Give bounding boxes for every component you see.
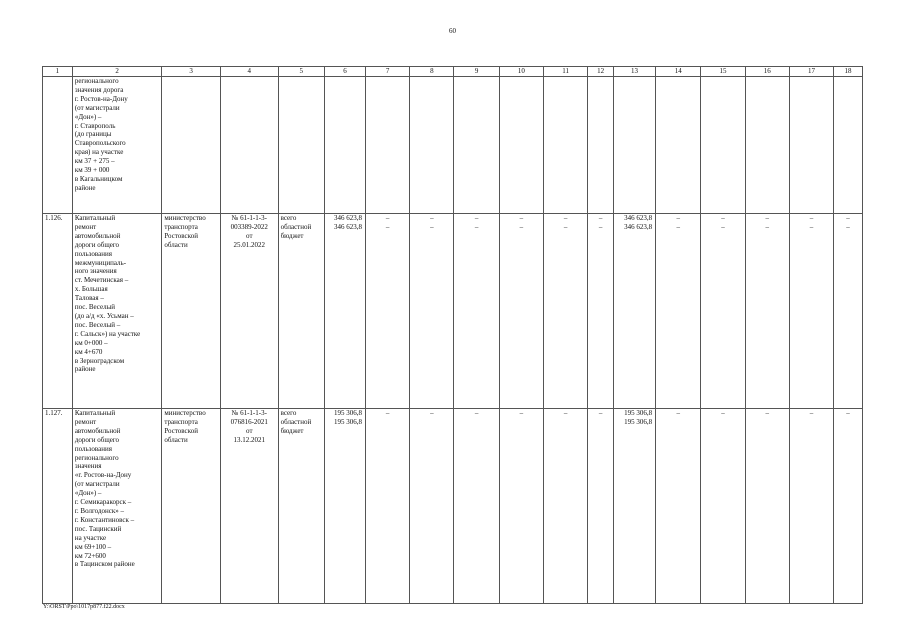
document-cell: № 61-1-1-3- 076816-2021 от 13.12.2021 — [220, 409, 278, 604]
table-row: 1.127. Капитальный ремонт автомобильной дороги общего пользования регионального значения «г. Ростов-на-Дону (от магистрали «Дон») – г. Семикаракорск – г. Волгодонск» – г. Константиновск – пос. Тацинский на участке км 69+100 – км 72+600 в Тацинском районе министерство транспорта Ростовской области № 61-1-1-3- 076816-2021 от 13.12.2021 всего областной бюджет 195 306,8 195 306,8 – – – – – – 195 306,8 195 306,8 – – – – – — [43, 409, 863, 604]
organization-cell: министерство транспорта Ростовской области — [162, 409, 221, 604]
column-header: 18 — [834, 67, 863, 77]
column-header: 5 — [278, 67, 324, 77]
organization-cell: министерство транспорта Ростовской области — [162, 214, 221, 409]
funding-source-cell: всего областной бюджет — [278, 214, 324, 409]
column-header: 2 — [72, 67, 162, 77]
row-number: 1.127. — [43, 409, 73, 604]
column-header: 10 — [499, 67, 543, 77]
amount-cell: 195 306,8 195 306,8 — [613, 409, 655, 604]
column-header: 11 — [543, 67, 587, 77]
column-header: 16 — [745, 67, 789, 77]
row-number: 1.126. — [43, 214, 73, 409]
column-header: 14 — [656, 67, 701, 77]
project-name-cell: регионального значения дорога г. Ростов-на-Дону (от магистрали «Дон») – г. Ставрополь (до границы Ставропольского края) на участке км 37 + 275 – км 39 + 000 в Кагальницком районе — [72, 77, 162, 214]
footer-file-path: Y:\ORST\Ppo\1017p877.f22.docx — [43, 604, 125, 610]
column-header: 12 — [588, 67, 614, 77]
table-row-continued — [43, 77, 863, 214]
column-header: 13 — [613, 67, 655, 77]
budget-table — [42, 66, 863, 604]
column-header: 3 — [162, 67, 221, 77]
column-header: 9 — [454, 67, 499, 77]
column-header: 7 — [366, 67, 410, 77]
column-header: 17 — [789, 67, 833, 77]
document-cell: № 61-1-1-3- 003389-2022 от 25.01.2022 — [220, 214, 278, 409]
column-header: 15 — [701, 67, 745, 77]
amount-cell: 346 623,8 346 623,8 — [613, 214, 655, 409]
funding-source-cell: всего областной бюджет — [278, 409, 324, 604]
column-header: 1 — [43, 67, 73, 77]
table-row: 1.126. Капитальный ремонт автомобильной дороги общего пользования межмуниципаль- ного значения ст. Мечетинская – х. Большая Таловая – пос. Веселый (до а/д «х. Усьман – пос. Веселый – г. Сальск») на участке км 0+000 – км 4+670 в Зерноградском районе министерство транспорта Ростовской области № 61-1-1-3- 003389-2022 от 25.01.2022 всего областной бюджет 346 623,8 346 623,8 – – – – – – – – – – – – 346 623,8 346 623,8 – – – – – – – – – – — [43, 214, 863, 409]
column-header: 8 — [410, 67, 454, 77]
amount-cell: 195 306,8 195 306,8 — [324, 409, 365, 604]
amount-cell: 346 623,8 346 623,8 — [324, 214, 365, 409]
column-header: 4 — [220, 67, 278, 77]
column-header: 6 — [324, 67, 365, 77]
page-number: 60 — [449, 27, 456, 35]
column-header-row — [43, 67, 863, 77]
project-name-cell: Капитальный ремонт автомобильной дороги общего пользования межмуниципаль- ного значения ст. Мечетинская – х. Большая Таловая – пос. Веселый (до а/д «х. Усьман – пос. Веселый – г. Сальск») на участке км 0+000 – км 4+670 в Зерноградском районе — [72, 214, 162, 409]
project-name-cell: Капитальный ремонт автомобильной дороги общего пользования регионального значения «г. Ростов-на-Дону (от магистрали «Дон») – г. Семикаракорск – г. Волгодонск» – г. Константиновск – пос. Тацинский на участке км 69+100 – км 72+600 в Тацинском районе — [72, 409, 162, 604]
